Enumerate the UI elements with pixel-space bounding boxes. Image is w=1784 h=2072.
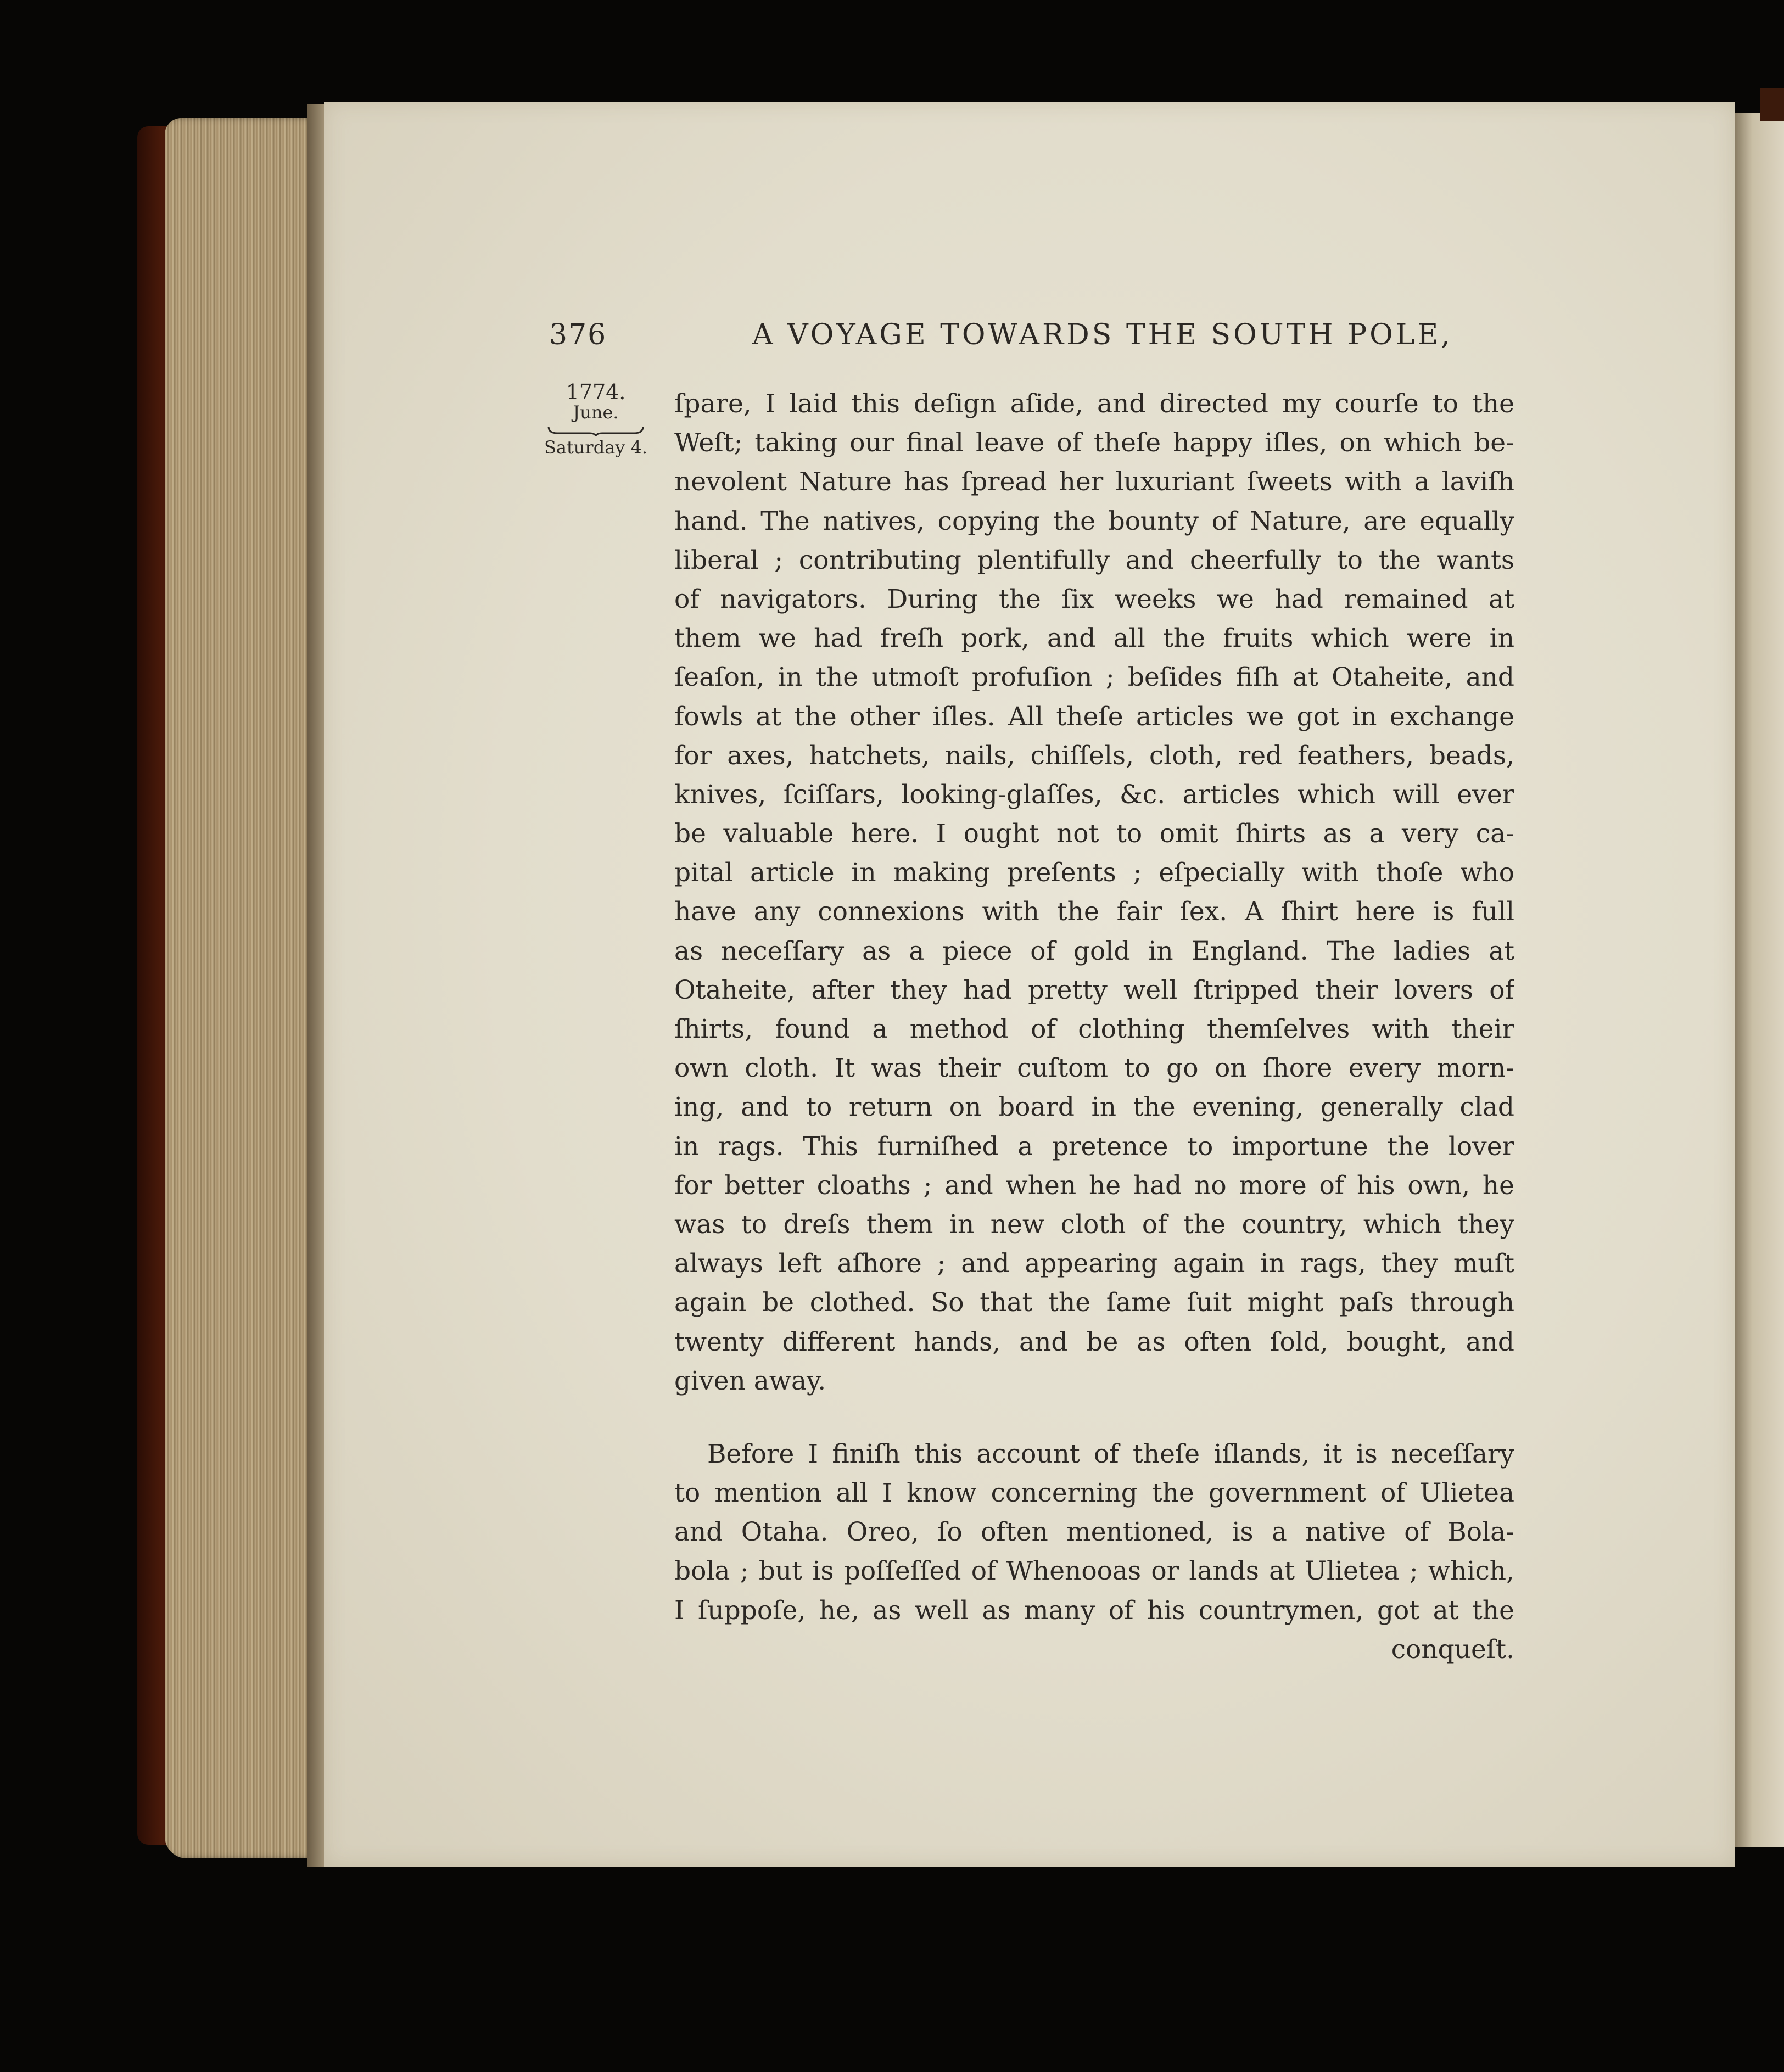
text-line: ſhirts, found a method of clothing themſelves with their [674, 1014, 1514, 1044]
text-line: knives, ſciſſars, looking-glaſſes, &c. articles which will ever [674, 779, 1514, 810]
page-number: 376 [549, 318, 607, 351]
text-line: Weſt; taking our final leave of theſe happy iſles, on which be- [674, 428, 1514, 458]
text-line: for better cloaths ; and when he had no more of his own, he [674, 1170, 1514, 1201]
text-line: ſpare, I laid this deſign aſide, and directed my courſe to the [674, 389, 1514, 419]
margin-note-year: 1774. [566, 380, 626, 404]
book-cover-right [1760, 88, 1784, 121]
text-line: bola ; but is poſſeſſed of Whenooas or lands at Ulietea ; which, [674, 1556, 1514, 1587]
margin-brace-icon [546, 424, 645, 436]
text-line: always left aſhore ; and appearing again in rags, they muſt [674, 1248, 1514, 1279]
text-line: nevolent Nature has ſpread her luxuriant ſweets with a laviſh [674, 467, 1514, 497]
paragraph-gap [674, 1401, 1514, 1435]
running-head: A VOYAGE TOWARDS THE SOUTH POLE, [752, 318, 1453, 351]
text-line: given away. [674, 1365, 826, 1396]
text-line: Otaheite, after they had pretty well ſtripped their lovers of [674, 975, 1514, 1005]
text-line: be valuable here. I ought not to omit ſhirts as a very ca- [674, 819, 1514, 849]
text-line: them we had freſh pork, and all the fruits which were in [674, 623, 1514, 654]
text-line: ſeaſon, in the utmoſt profuſion ; beſides fiſh at Otaheite, and [674, 662, 1514, 693]
text-line: in rags. This furniſhed a pretence to importune the lover [674, 1131, 1514, 1162]
text-line: was to dreſs them in new cloth of the country, which they [674, 1209, 1514, 1240]
page-body [674, 384, 1514, 1669]
text-line: hand. The natives, copying the bounty of Nature, are equally [674, 506, 1514, 536]
text-line: fowls at the other iſles. All theſe articles we got in exchange [674, 701, 1514, 732]
text-line: twenty different hands, and be as often ſold, bought, and [674, 1326, 1514, 1357]
margin-note-month: June. [573, 402, 619, 423]
catchword: conqueſt. [1391, 1634, 1514, 1665]
text-line: liberal ; contributing plentifully and cheerfully to the wants [674, 545, 1514, 575]
text-line: for axes, hatchets, nails, chiſſels, cloth, red feathers, beads, [674, 740, 1514, 771]
text-line: own cloth. It was their cuſtom to go on ſhore every morn- [674, 1053, 1514, 1084]
text-line: pital article in making preſents ; eſpecially with thoſe who [674, 858, 1514, 888]
text-line: I ſuppoſe, he, as well as many of his countrymen, got at the [674, 1595, 1514, 1626]
text-line: of navigators. During the ſix weeks we had remained at [674, 584, 1514, 614]
page-edges [165, 118, 324, 1858]
margin-note-day: Saturday 4. [544, 437, 648, 458]
paragraph-1 [674, 384, 1514, 1401]
text-line: again be clothed. So that the ſame ſuit might paſs through [674, 1287, 1514, 1318]
text-line: as neceſſary as a piece of gold in England. The ladies at [674, 936, 1514, 966]
text-line: to mention all I know concerning the government of Ulietea [674, 1478, 1514, 1509]
page-header [549, 318, 1515, 362]
facing-page-edge [1735, 113, 1784, 1847]
paragraph-2 [674, 1435, 1514, 1669]
text-line: Before I finiſh this account of theſe iſlands, it is neceſſary [707, 1438, 1514, 1469]
margin-note [544, 382, 648, 456]
text-line: have any connexions with the fair ſex. A ſhirt here is full [674, 897, 1514, 927]
text-line: ing, and to return on board in the evening, generally clad [674, 1092, 1514, 1123]
text-line: and Otaha. Oreo, ſo often mentioned, is a native of Bola- [674, 1517, 1514, 1548]
